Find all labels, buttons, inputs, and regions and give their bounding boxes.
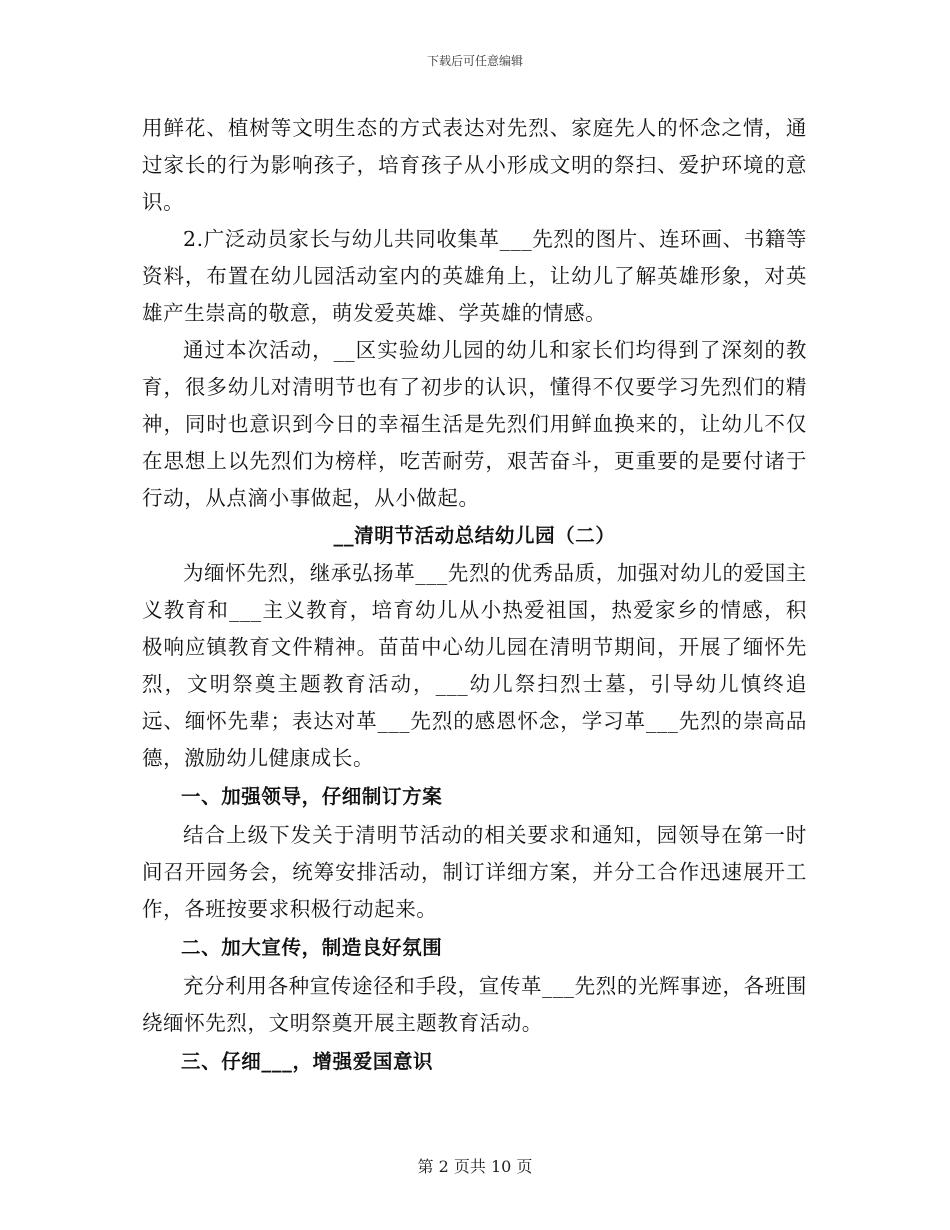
paragraph-3: 通过本次活动，__区实验幼儿园的幼儿和家长们均得到了深刻的教育，很多幼儿对清明节也有了初步的认识，懂得不仅要学习先烈们的精神，同时也意识到今日的幸福生活是先烈们用鲜血换来的，让幼儿不仅在思想上以先烈们为榜样，吃苦耐劳，艰苦奋斗，更重要的是要付诸于行动，从点滴小事做起，从小做起。 <box>142 338 807 510</box>
document-body <box>142 110 807 1082</box>
page-footer: 第 2 页共 10 页 <box>417 1157 533 1176</box>
paragraph-6: 充分利用各种宣传途径和手段，宣传革___先烈的光辉事迹，各班围绕缅怀先烈，文明祭奠开展主题教育活动。 <box>142 974 807 1035</box>
heading-2: 二、加大宣传，制造良好氛围 <box>181 936 443 959</box>
paragraph-5: 结合上级下发关于清明节活动的相关要求和通知，园领导在第一时间召开园务会，统筹安排活动，制订详细方案，并分工合作迅速展开工作，各班按要求积极行动起来。 <box>142 823 807 921</box>
section-title: __清明节活动总结幼儿园（二） <box>333 524 616 547</box>
paragraph-2: 2.广泛动员家长与幼儿共同收集革___先烈的图片、连环画、书籍等资料，布置在幼儿园活动室内的英雄角上，让幼儿了解英雄形象，对英雄产生崇高的敬意，萌发爱英雄、学英雄的情感。 <box>142 227 807 325</box>
paragraph-4: 为缅怀先烈，继承弘扬革___先烈的优秀品质，加强对幼儿的爱国主义教育和___主义教育，培育幼儿从小热爱祖国，热爱家乡的情感，积极响应镇教育文件精神。苗苗中心幼儿园在清明节期间，开展了缅怀先烈，文明祭奠主题教育活动，___幼儿祭扫烈士墓，引导幼儿慎终追远、缅怀先辈；表达对革___先烈的感恩怀念，学习革___先烈的崇高品德，激励幼儿健康成长。 <box>142 561 807 770</box>
heading-1: 一、加强领导，仔细制订方案 <box>181 785 443 808</box>
page-header: 下载后可任意编辑 <box>426 54 523 68</box>
paragraph-1: 用鲜花、植树等文明生态的方式表达对先烈、家庭先人的怀念之情，通过家长的行为影响孩子，培育孩子从小形成文明的祭扫、爱护环境的意识。 <box>142 116 807 214</box>
heading-3: 三、仔细___，增强爱国意识 <box>181 1050 434 1073</box>
